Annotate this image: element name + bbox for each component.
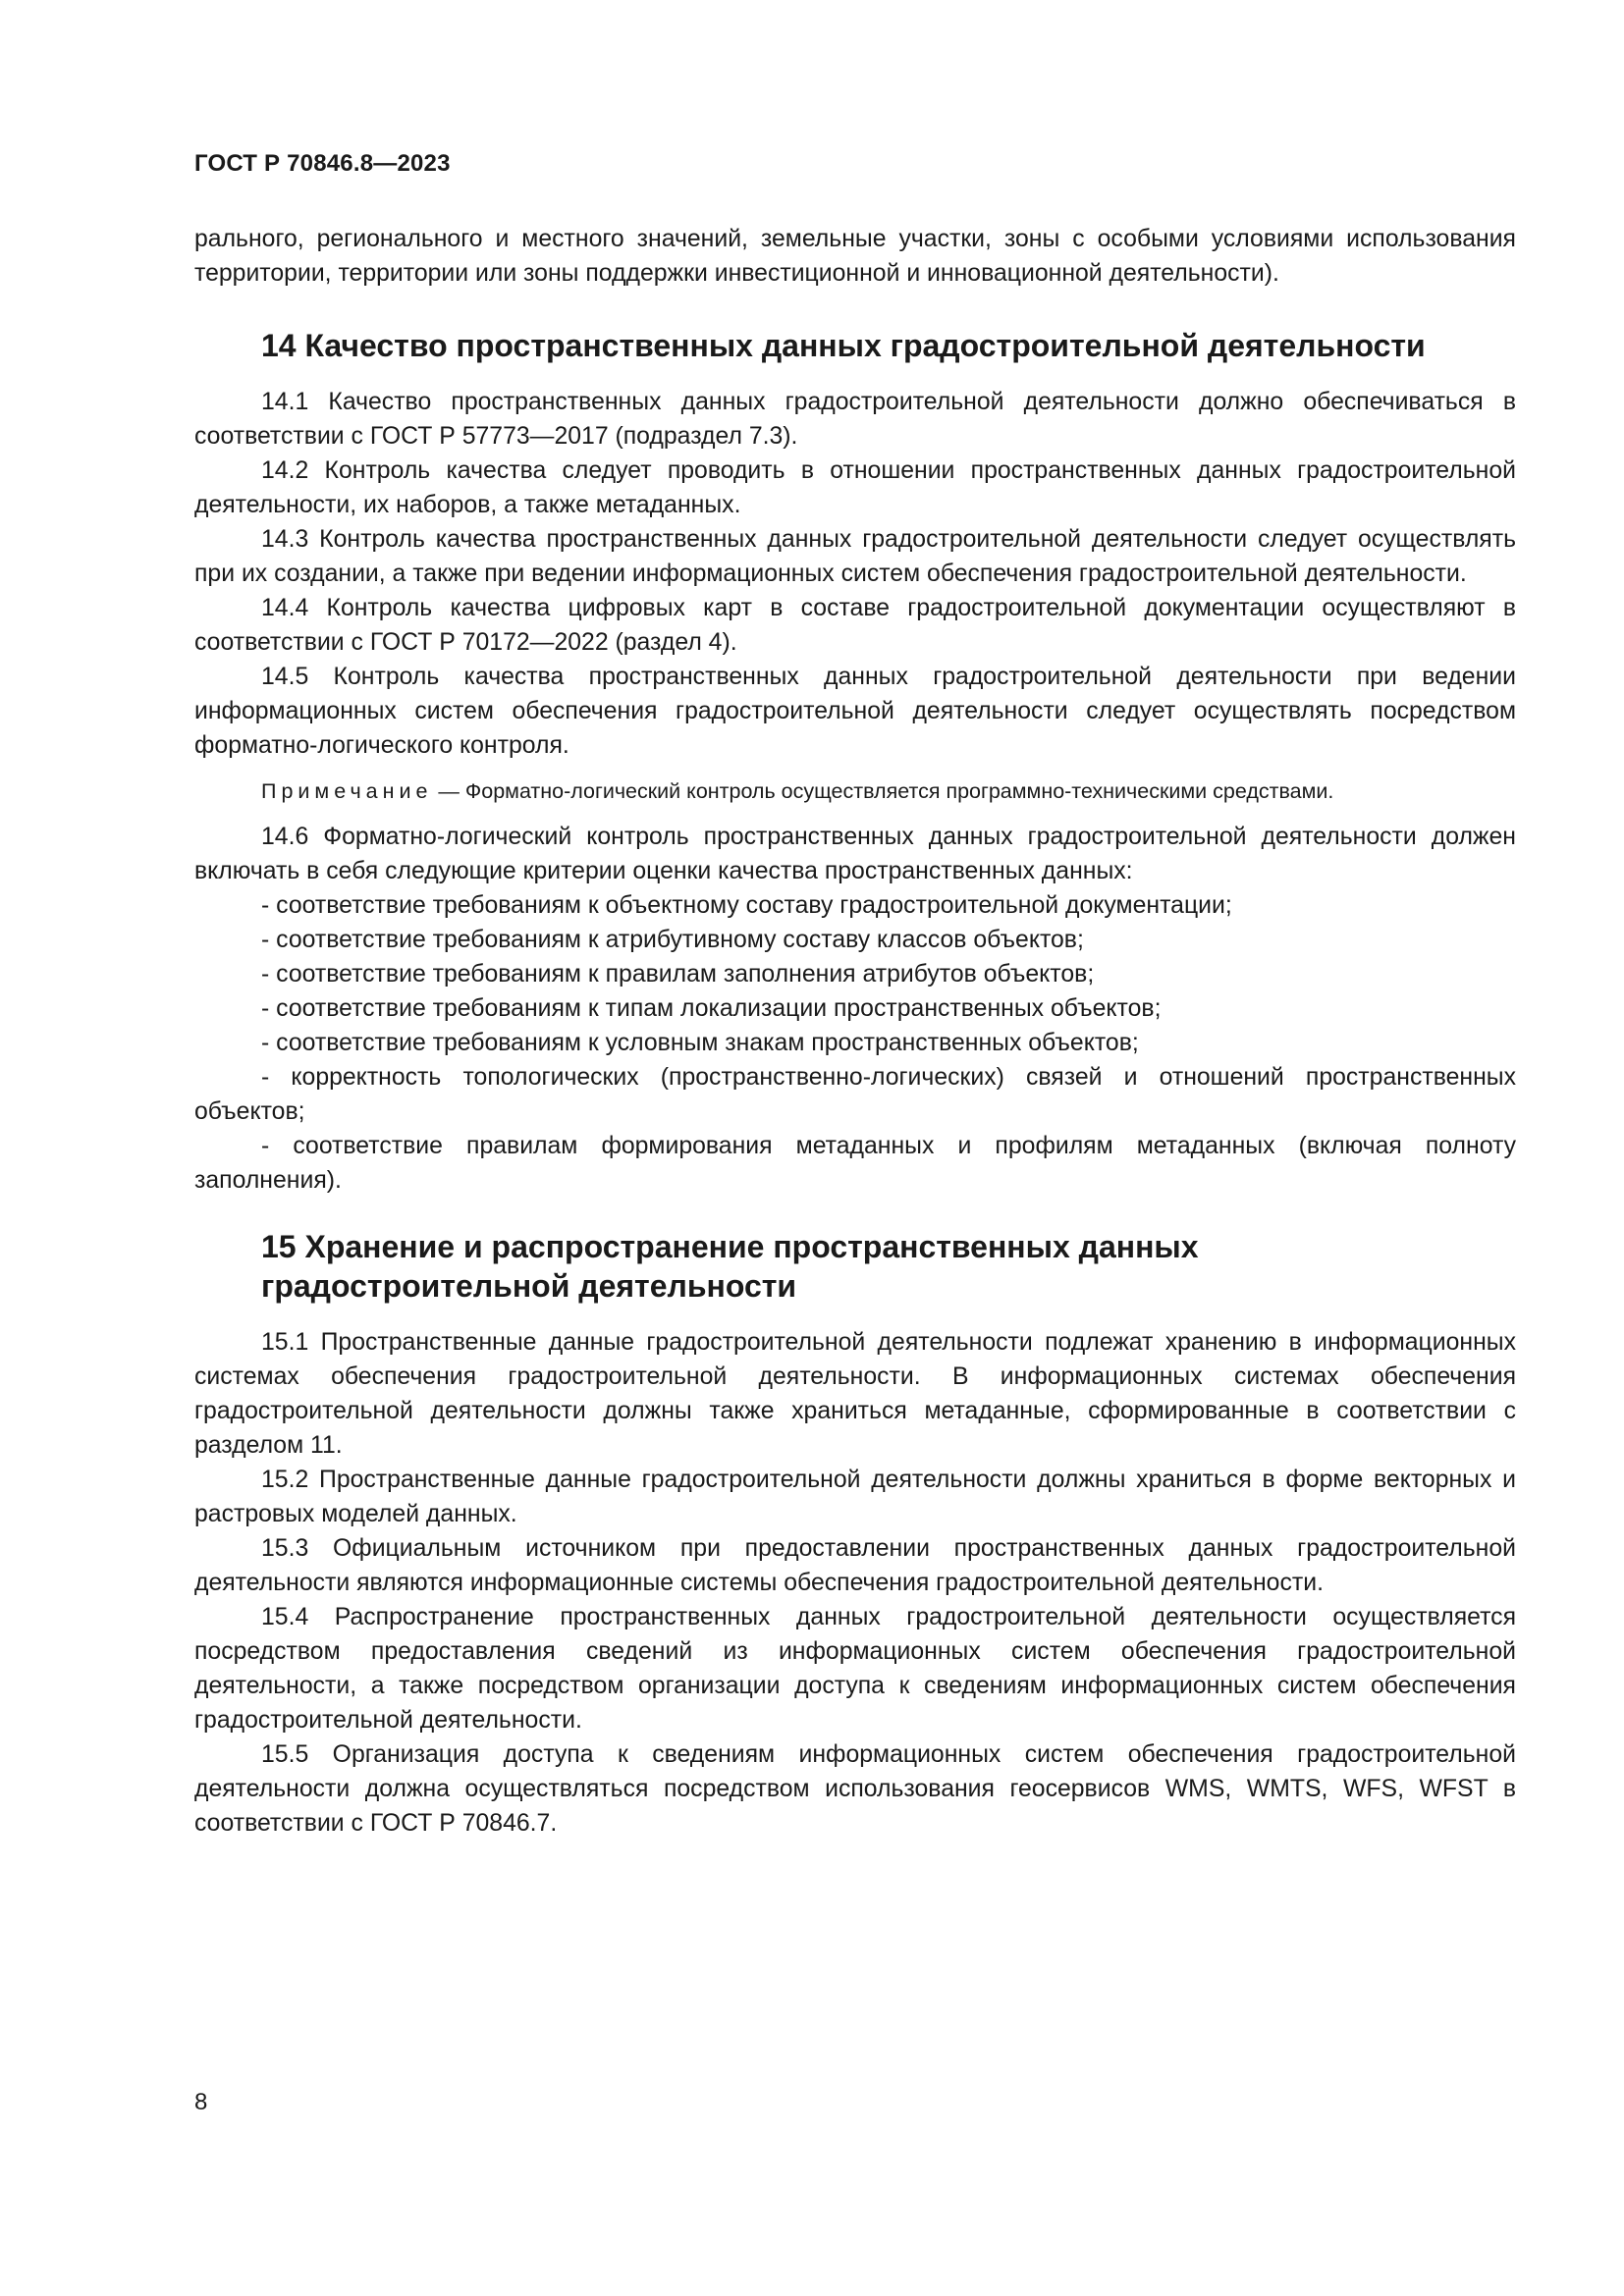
paragraph-15-4: 15.4 Распространение пространственных данных градостроительной деятельности осуществляется посредством предоставления сведений из информационных систем обеспечения градостроительной деятельности, а также посредством организации доступа к сведениям информационных систем обеспечения градостроительной деятельности. [194,1604,1516,1734]
section-15-title-line-1: 15 Хранение и распространение пространственных данных [261,1229,1199,1264]
list-item: - соответствие требованиям к условным знакам пространственных объектов; [261,1030,1139,1056]
paragraph-14-2: 14.2 Контроль качества следует проводить в отношении пространственных данных градостроительной деятельности, их наборов, а также метаданных. [194,457,1516,518]
list-item: - соответствие требованиям к типам локализации пространственных объектов; [261,995,1162,1022]
note-label: Примечание [261,779,433,803]
intro-paragraph: рального, регионального и местного значений, земельные участки, зоны с особыми условиями использования территории, территории или зоны поддержки инвестиционной и инновационной деятельности). [194,226,1516,287]
list-item: - соответствие требованиям к объектному составу градостроительной документации; [261,892,1232,919]
document-body [194,222,1516,1841]
page-number: 8 [194,2089,208,2115]
paragraph-14-1: 14.1 Качество пространственных данных градостроительной деятельности должно обеспечиваться в соответствии с ГОСТ Р 57773—2017 (подраздел 7.3). [194,389,1516,450]
page-header: ГОСТ Р 70846.8—2023 [194,150,451,177]
paragraph-14-5: 14.5 Контроль качества пространственных данных градостроительной деятельности при ведении информационных систем обеспечения градостроительной деятельности следует осуществлять посредством форматно-логического контроля. [194,664,1516,759]
list-item: - соответствие правилам формирования метаданных и профилям метаданных (включая полноту заполнения). [194,1133,1516,1194]
paragraph-15-3: 15.3 Официальным источником при предоставлении пространственных данных градостроительной деятельности являются информационные системы обеспечения градостроительной деятельности. [194,1535,1516,1596]
section-14-title: 14 Качество пространственных данных градостроительной деятельности [261,328,1426,363]
paragraph-14-4: 14.4 Контроль качества цифровых карт в составе градостроительной документации осуществляют в соответствии с ГОСТ Р 70172—2022 (раздел 4). [194,595,1516,656]
paragraph-14-3: 14.3 Контроль качества пространственных данных градостроительной деятельности следует осуществлять при их создании, а также при ведении информационных систем обеспечения градостроительной деятельности. [194,526,1516,587]
paragraph-15-2: 15.2 Пространственные данные градостроительной деятельности должны храниться в форме векторных и растровых моделей данных. [194,1467,1516,1527]
list-item: - соответствие требованиям к атрибутивному составу классов объектов; [261,927,1084,953]
list-item: - соответствие требованиям к правилам заполнения атрибутов объектов; [261,961,1095,988]
note-paragraph [194,776,1516,806]
paragraph-15-5: 15.5 Организация доступа к сведениям информационных систем обеспечения градостроительной деятельности должна осуществляться посредством использования геосервисов WMS, WMTS, WFS, WFST в соответствии с ГОСТ Р 70846.7. [194,1741,1516,1837]
paragraph-14-6: 14.6 Форматно-логический контроль пространственных данных градостроительной деятельности должен включать в себя следующие критерии оценки качества пространственных данных: [194,824,1516,884]
section-15-title [194,1227,1516,1306]
list-item: - корректность топологических (пространственно-логических) связей и отношений пространственных объектов; [194,1064,1516,1125]
paragraph-15-1: 15.1 Пространственные данные градостроительной деятельности подлежат хранению в информационных системах обеспечения градостроительной деятельности. В информационных системах обеспечения градостроительной деятельности должны также храниться метаданные, сформированные в соответствии с разделом 11. [194,1329,1516,1459]
section-15-title-line-2: градостроительной деятельности [261,1268,797,1304]
note-text: — Форматно-логический контроль осуществляется программно-техническими средствами. [432,779,1334,803]
